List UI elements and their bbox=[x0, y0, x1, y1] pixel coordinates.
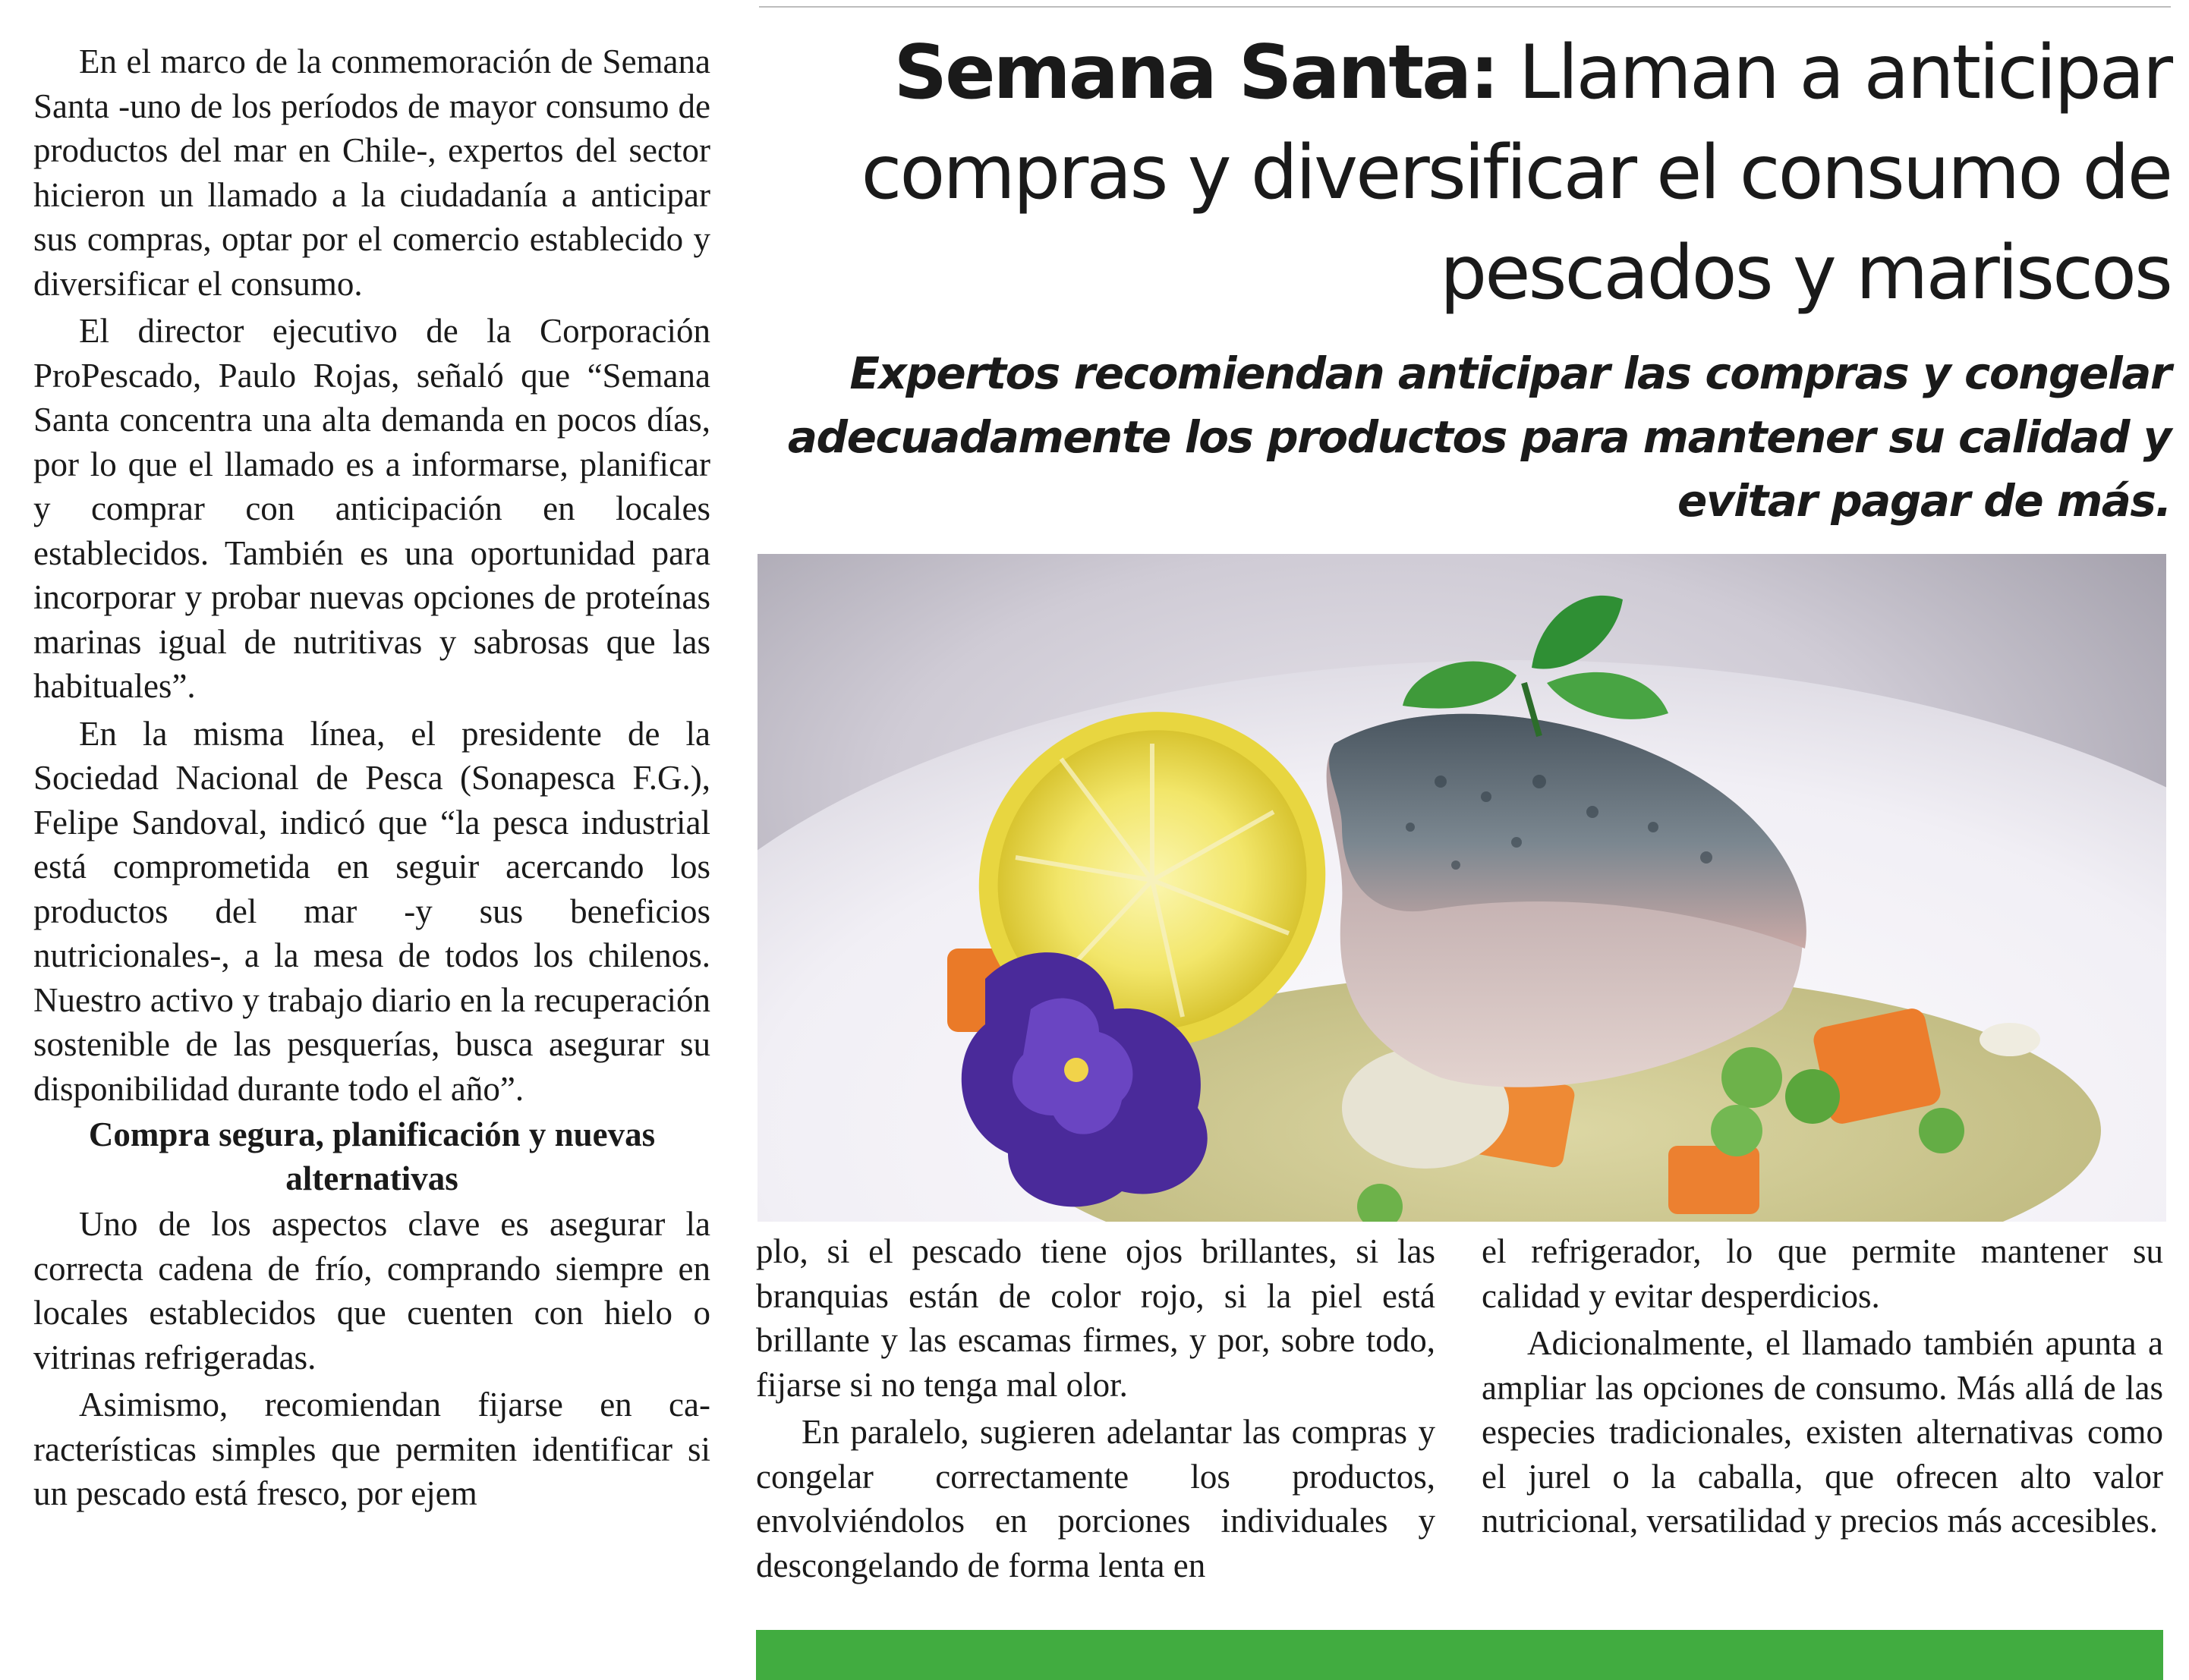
right-column bbox=[1482, 1229, 2163, 1543]
article-headline bbox=[759, 23, 2171, 323]
paragraph: En la misma línea, el presidente de la Sociedad Nacional de Pesca (Sonapesca F.G.), Felipe Sandoval, indicó que “la pesca industrial está comprometida en seguir acercando los productos del mar -y sus beneficios nutricionales-, a la mesa de todos los chilenos. Nuestro activo y trabajo diario en la recuperación sostenible de las pesquerías, busca asegurar su disponibilidad durante todo el año”. bbox=[33, 714, 710, 1108]
paragraph: El director ejecutivo de la Corporación ProPescado, Paulo Rojas, señaló que “Semana Santa concentra una alta demanda en pocos días, por lo que el llamado es a informarse, planificar y comprar con anticipación en locales establecidos. También es una oportunidad para incorporar y probar nuevas opciones de proteínas marinas igual de nutritivas y sabrosas que las habituales”. bbox=[33, 312, 710, 705]
top-rule bbox=[759, 6, 2171, 8]
section-subhead: Compra segura, planificación y nuevas alternativas bbox=[88, 1115, 656, 1197]
left-column bbox=[33, 39, 710, 1516]
paragraph: Uno de los aspectos clave es asegurar la correcta cadena de frío, comprando siempre en locales establecidos que cuenten con hielo o vitrinas refrigeradas. bbox=[33, 1205, 710, 1376]
paragraph: plo, si el pescado tiene ojos brillantes, si las branquias están de color rojo, si la piel está brillante y las escamas firmes, y por, sobre todo, fijarse si no tenga mal olor. bbox=[756, 1232, 1435, 1404]
paragraph: En paralelo, sugieren adelantar las compras y congelar correctamente los productos, envolviéndolos en porciones individuales y descongelando de forma lenta en bbox=[756, 1413, 1435, 1584]
paragraph: Adicionalmente, el llamado también apunta a ampliar las opciones de consumo. Más allá de las especies tradicionales, existen alternativas como el jurel o la caballa, que ofrecen alto valor nutricional, versatilidad y precios más accesibles. bbox=[1482, 1324, 2163, 1540]
headline-rest: Llaman a anticipar compras y diversificar el consumo de pescados y mariscos bbox=[861, 30, 2171, 316]
article-deck: Expertos recomiendan anticipar las compras y congelar adecuadamente los productos para mantener su calidad y evitar pagar de más. bbox=[787, 348, 2171, 527]
accent-bar bbox=[756, 1630, 2163, 1680]
headline-lead: Semana Santa: bbox=[893, 30, 1498, 116]
fish-dish-photo-icon bbox=[757, 554, 2166, 1222]
paragraph: En el marco de la conmemoración de Semana Santa -uno de los períodos de mayor consumo de productos del mar en Chile-, expertos del sector hicieron un llamado a la ciudadanía a anticipar sus compras, optar por el comercio establecido y diversificar el consumo. bbox=[33, 42, 710, 303]
middle-column bbox=[756, 1229, 1435, 1587]
paragraph: Asimismo, recomiendan fijarse en características simples que permiten identificar si un pescado está fresco, por ejem bbox=[33, 1386, 710, 1512]
paragraph: el refrigerador, lo que permite mantener su calidad y evitar desperdicios. bbox=[1482, 1232, 2163, 1315]
